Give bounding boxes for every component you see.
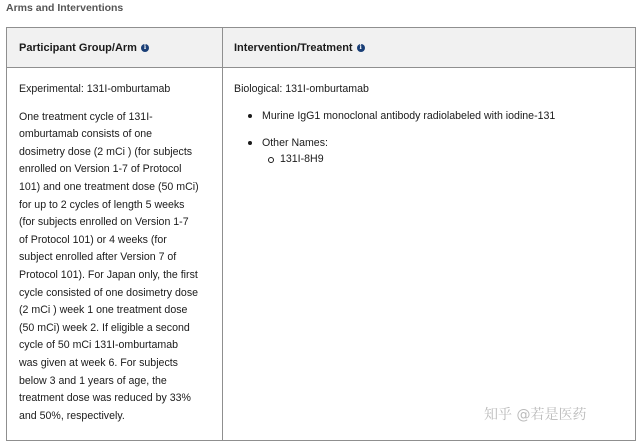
info-icon[interactable]: i	[141, 44, 149, 52]
header-participant-group	[19, 28, 149, 68]
arm-description-line: subject enrolled after Version 7 of	[19, 251, 177, 264]
other-names-list	[262, 152, 629, 167]
arm-description-line: (for subjects enrolled on Version 1-7	[19, 216, 189, 229]
arm-description-line: cycle consisted of one dosimetry dose	[19, 286, 199, 299]
arm-description-line: (50 mCi) week 2. If eligible a second	[19, 321, 190, 334]
header-participant-group-label: Participant Group/Arm	[19, 42, 137, 54]
header-intervention-label: Intervention/Treatment	[234, 42, 353, 54]
intervention-cell	[234, 81, 629, 177]
info-icon[interactable]: i	[357, 44, 365, 52]
arms-interventions-table	[6, 27, 636, 441]
arm-description-line: was given at week 6. For subjects	[19, 356, 178, 369]
arm-description-line: Protocol 101). For Japan only, the first	[19, 268, 198, 281]
arm-cell	[19, 81, 215, 425]
header-intervention	[234, 28, 365, 68]
intervention-label: Biological: 131I-omburtamab	[234, 83, 369, 95]
arm-description-line: of Protocol 101) or 4 weeks (for	[19, 233, 167, 246]
other-names-label: Other Names:	[262, 137, 328, 149]
table-header-row	[7, 28, 635, 68]
other-names-item	[234, 135, 629, 167]
column-divider	[222, 28, 223, 440]
arm-description-line: enrolled on Version 1-7 of Protocol	[19, 163, 182, 176]
arm-description-line: treatment dose was reduced by 33%	[19, 392, 191, 405]
arm-description-line: 101) and one treatment dose (50 mCi)	[19, 180, 199, 193]
arm-description-line: for up to 2 cycles of length 5 weeks	[19, 198, 185, 211]
arm-description	[19, 109, 215, 426]
arm-label: Experimental: 131I-omburtamab	[19, 83, 171, 95]
section-title: Arms and Interventions	[6, 2, 124, 14]
arm-description-line: dosimetry dose (2 mCi ) (for subjects	[19, 145, 193, 158]
intervention-description: Murine IgG1 monoclonal antibody radiolabeled with iodine-131	[234, 108, 629, 125]
arm-description-line: omburtamab consists of one	[19, 128, 153, 141]
other-name: 131I-8H9	[262, 152, 629, 167]
watermark: 知乎 @若是医药	[484, 407, 587, 423]
arm-description-line: cycle of 50 mCi 131I-omburtamab	[19, 339, 178, 352]
arm-description-line: One treatment cycle of 131I-	[19, 110, 153, 123]
arm-description-line: and 50%, respectively.	[19, 409, 125, 422]
arm-description-line: (2 mCi ) week 1 one treatment dose	[19, 304, 188, 317]
intervention-details-list	[234, 108, 629, 167]
arm-description-line: below 3 and 1 years of age, the	[19, 374, 167, 387]
